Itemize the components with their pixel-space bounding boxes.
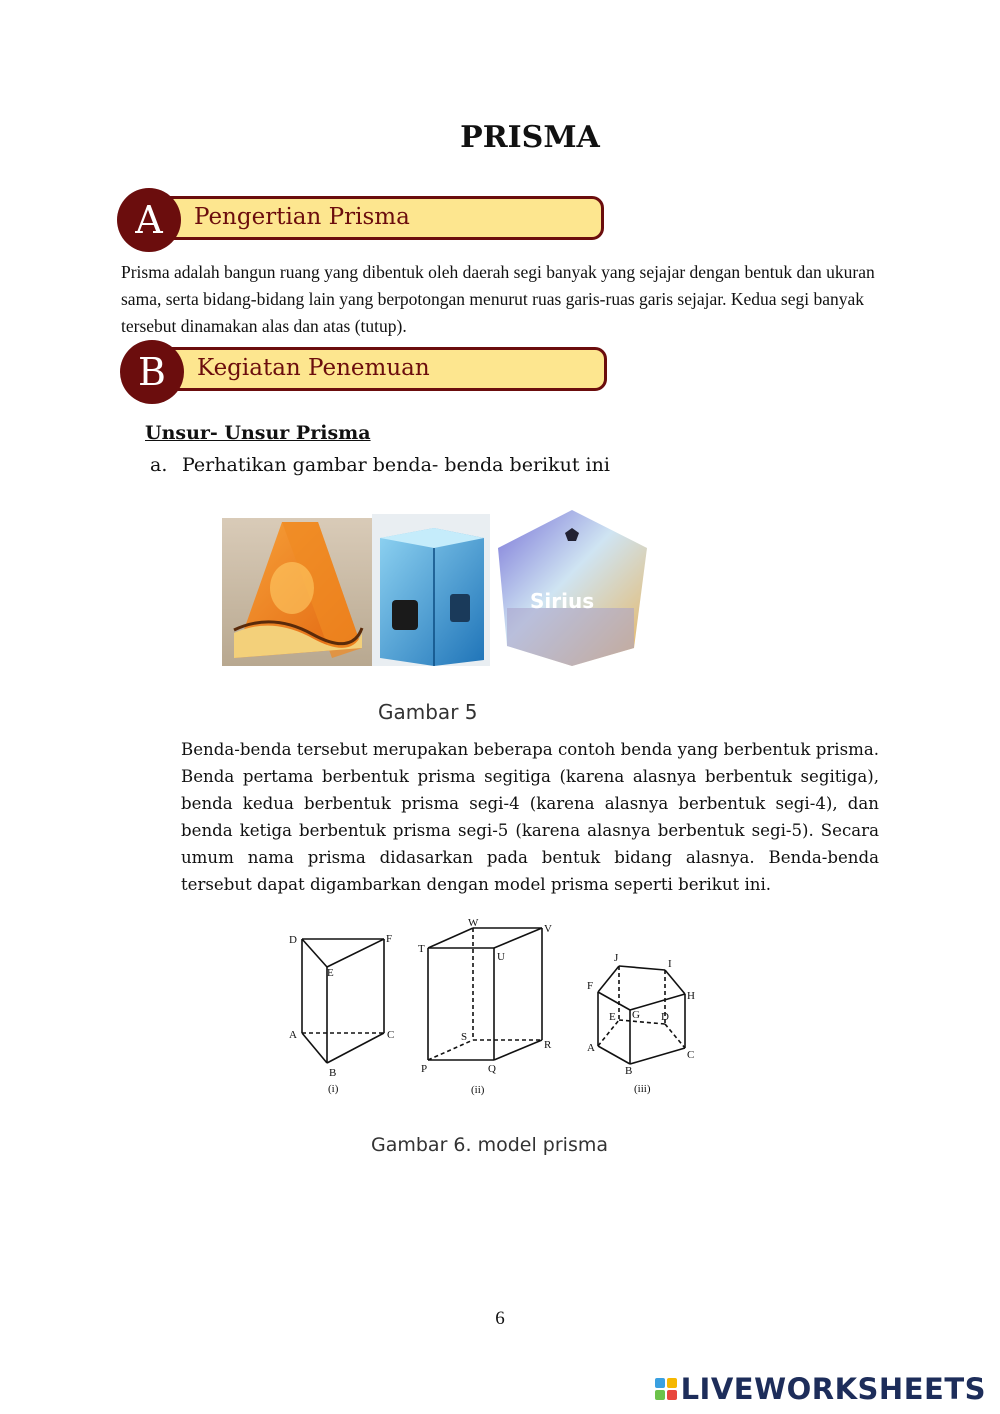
vertex-label: P (421, 1063, 428, 1075)
item-text: Perhatikan gambar benda- benda berikut ini (182, 454, 610, 476)
figure-5-caption: Gambar 5 (378, 700, 478, 724)
page-number: 6 (495, 1308, 505, 1329)
vertex-label: T (418, 943, 425, 955)
cube-box-photo (372, 514, 490, 666)
vertex-label: E (327, 967, 334, 979)
sirius-label: Sirius (530, 589, 595, 613)
rectangular-prism-diagram (428, 928, 542, 1060)
brand-text: LIVEWORKSHEETS (680, 1372, 986, 1406)
triangular-prism-diagram (302, 939, 384, 1063)
object-photos (222, 508, 652, 670)
explanation-paragraph: Benda-benda tersebut merupakan beberapa contoh benda yang berbentuk prisma. Benda pertama berbentuk prisma segitiga (karena alasnya berbentuk segitiga), benda kedua berbentuk prisma segi-4 (karena alasnya berbentuk segi-4), dan benda ketiga berbentuk prisma segi-5 (karena alasnya berbentuk segi-5). Secara umum nama prisma didasarkan pada bentuk bidang alasnya. Benda-benda tersebut dapat digambarkan dengan model prisma seperti berikut ini. (181, 740, 879, 894)
diagram-caption: (ii) (471, 1084, 485, 1096)
diagram-caption: (i) (328, 1083, 339, 1095)
section-b-title: Kegiatan Penemuan (197, 355, 430, 381)
pentagon-box-photo (494, 508, 652, 670)
definition-paragraph: Prisma adalah bangun ruang yang dibentuk oleh daerah segi banyak yang sejajar dengan bentuk dan ukuran sama, serta bidang-bidang lain yang berpotongan menurut ruas garis-ruas garis sejajar. Kedua segi banyak tersebut dinamakan alas dan atas (tutup). (121, 262, 875, 336)
vertex-label: B (625, 1065, 633, 1077)
triangle-box-photo (222, 518, 372, 666)
instruction-item (150, 454, 610, 476)
vertex-label: V (544, 923, 552, 935)
item-letter: a. (150, 454, 168, 476)
vertex-label: I (668, 958, 672, 970)
figure-6-caption: Gambar 6. model prisma (371, 1134, 608, 1156)
vertex-label: C (687, 1049, 695, 1061)
elements-heading: Unsur- Unsur Prisma (145, 422, 371, 444)
vertex-label: R (544, 1039, 552, 1051)
prism-diagrams (280, 912, 710, 1097)
vertex-label: S (461, 1031, 468, 1043)
diagram-caption: (iii) (634, 1083, 651, 1095)
vertex-label: F (386, 933, 393, 945)
page-title: PRISMA (460, 120, 600, 155)
vertex-label: F (587, 980, 594, 992)
vertex-label: E (609, 1011, 616, 1023)
liveworksheets-logo (655, 1372, 986, 1406)
vertex-label: U (497, 951, 505, 963)
vertex-label: B (329, 1067, 337, 1079)
logo-grid-icon (655, 1378, 677, 1400)
section-b-badge: B (120, 340, 184, 404)
vertex-label: D (661, 1011, 669, 1023)
section-a-title: Pengertian Prisma (194, 204, 410, 230)
vertex-label: D (289, 934, 297, 946)
vertex-label: A (289, 1029, 297, 1041)
vertex-label: G (632, 1009, 640, 1021)
vertex-label: C (387, 1029, 395, 1041)
vertex-label: H (687, 990, 695, 1002)
vertex-label: W (468, 917, 479, 929)
vertex-label: J (614, 952, 619, 964)
vertex-label: A (587, 1042, 595, 1054)
vertex-label: Q (488, 1063, 496, 1075)
section-a-badge: A (117, 188, 181, 252)
